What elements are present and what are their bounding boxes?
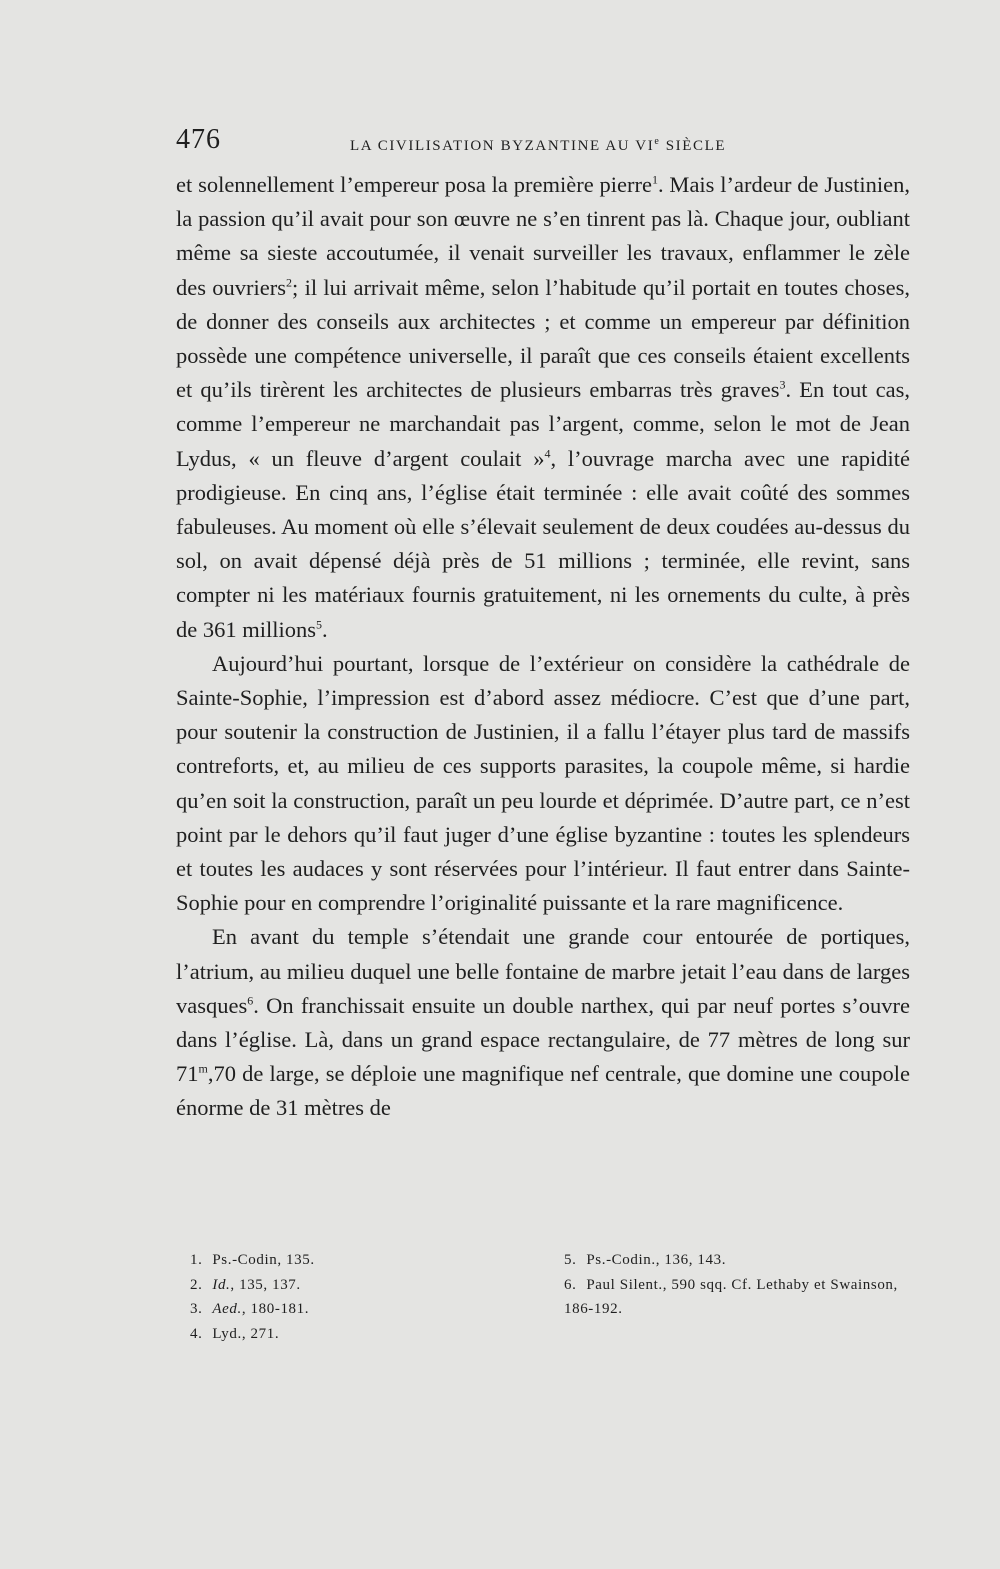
footnote-text: Ps.-Codin., 136, 143. [586, 1252, 727, 1268]
footnotes-right-column [564, 1248, 910, 1322]
text-run: ; il lui arrivait même, selon l’habitude qu’il portait en toutes choses, de donner des conseils aux architectes ; et comme un empereur par définition possède une compétence universelle, il paraît que ces conseils étaient excellents et qu’ils tirèrent les architectes de plusieurs embarras très graves [176, 274, 910, 403]
footnote [190, 1273, 520, 1298]
footnote-number: 2. [190, 1276, 203, 1293]
text-run: Aujourd’hui pourtant, lorsque de l’extérieur on considère la cathédrale de Sainte-Sophie, l’impression est d’abord assez médiocre. C’est que d’une part, pour soutenir la construction de Justinien, il a fallu l’étayer plus tard de massifs contreforts, et, au milieu de ces supports parasites, la coupole même, si hardie qu’en soit la construction, paraît un peu lourde et déprimée. D’autre part, ce n’est point par le dehors qu’il faut juger d’une église byzantine : toutes les splendeurs et toutes les audaces y sont réservées pour l’intérieur. Il faut entrer dans Sainte-Sophie pour en comprendre l’originalité puissante et la rare magnificence. [176, 650, 910, 916]
footnote-abbrev: Id. [212, 1276, 231, 1293]
footnote-ref: 3 [779, 377, 786, 392]
page-header [176, 124, 910, 164]
footnote-abbrev: Aed. [212, 1301, 242, 1317]
text-run: . Mais l’ardeur de Justinien, la passion qu’il avait pour son œuvre ne s’en tinrent pas là. Chaque jour, oubliant même sa sieste accoutumée, il venait surveiller les travaux, enflammer le zèle des ouvriers [176, 172, 910, 300]
footnote-ref: 4 [544, 446, 551, 461]
footnote-text: , 135, 137. [230, 1276, 301, 1293]
text-run: . En tout cas, comme l’empereur ne marchandait pas l’argent, comme, selon le mot de Jean Lydus, « un fleuve d’argent coulait » [176, 377, 910, 471]
footnote-text: Ps.-Codin, 135. [212, 1252, 315, 1268]
footnote [564, 1248, 910, 1273]
text-run: . [322, 616, 328, 642]
footnote-ref: 1 [651, 172, 658, 187]
footnote-number: 1. [190, 1252, 203, 1268]
footnote-text: Paul Silent., 590 sqq. Cf. Lethaby et Swainson, 186-192. [564, 1276, 898, 1317]
text-run: , l’ouvrage marcha avec une rapidité prodigieuse. En cinq ans, l’église était terminée : elle avait coûté des sommes fabuleuses. Au moment où elle s’élevait seulement de deux coudées au-dessus du sol, on avait dépensé déjà près de 51 millions ; terminée, elle revint, sans compter ni les matériaux fournis gratuitement, ni les ornements du culte, à près de 361 millions [176, 445, 910, 642]
footnote [190, 1297, 520, 1322]
footnote-number: 3. [190, 1301, 203, 1317]
running-title [350, 136, 726, 155]
footnote-ref: 6 [247, 993, 254, 1008]
footnote [564, 1273, 910, 1322]
footnote-ref: m [198, 1061, 208, 1076]
text-run: En avant du temple s’étendait une grande cour entourée de portiques, l’atrium, au milieu duquel une belle fontaine de marbre jetait l’eau dans de larges vasques [176, 924, 910, 1018]
footnote-number: 5. [564, 1252, 577, 1268]
footnote [190, 1322, 520, 1347]
footnote-text: , 180-181. [241, 1301, 310, 1317]
footnote [190, 1248, 520, 1273]
text-run: et solennellement l’empereur posa la première pierre [176, 172, 652, 197]
footnote-ref: 2 [286, 275, 293, 290]
footnotes-left-column [190, 1248, 520, 1346]
footnote-ref: 5 [316, 617, 322, 632]
body-text [176, 168, 910, 1126]
page-number: 476 [176, 124, 221, 155]
footnote-text: Lyd., 271. [212, 1325, 280, 1342]
text-run: ,70 de large, se déploie une magnifique nef centrale, que domine une coupole énorme de 31 mètres de [176, 1061, 910, 1121]
running-title-end: SIÈCLE [660, 138, 727, 154]
paragraph [176, 647, 910, 921]
running-title-main: LA CIVILISATION BYZANTINE AU VI [350, 138, 655, 154]
text-run: . On franchissait ensuite un double narthex, qui par neuf portes s’ouvre dans l’église. Là, dans un grand espace rectangulaire, de 77 mètres de long sur 71 [176, 992, 910, 1087]
footnote-number: 4. [190, 1325, 203, 1342]
paragraph [176, 920, 910, 1125]
footnote-number: 6. [564, 1276, 577, 1293]
running-title-superscript: e [654, 136, 661, 147]
paragraph [176, 168, 910, 647]
